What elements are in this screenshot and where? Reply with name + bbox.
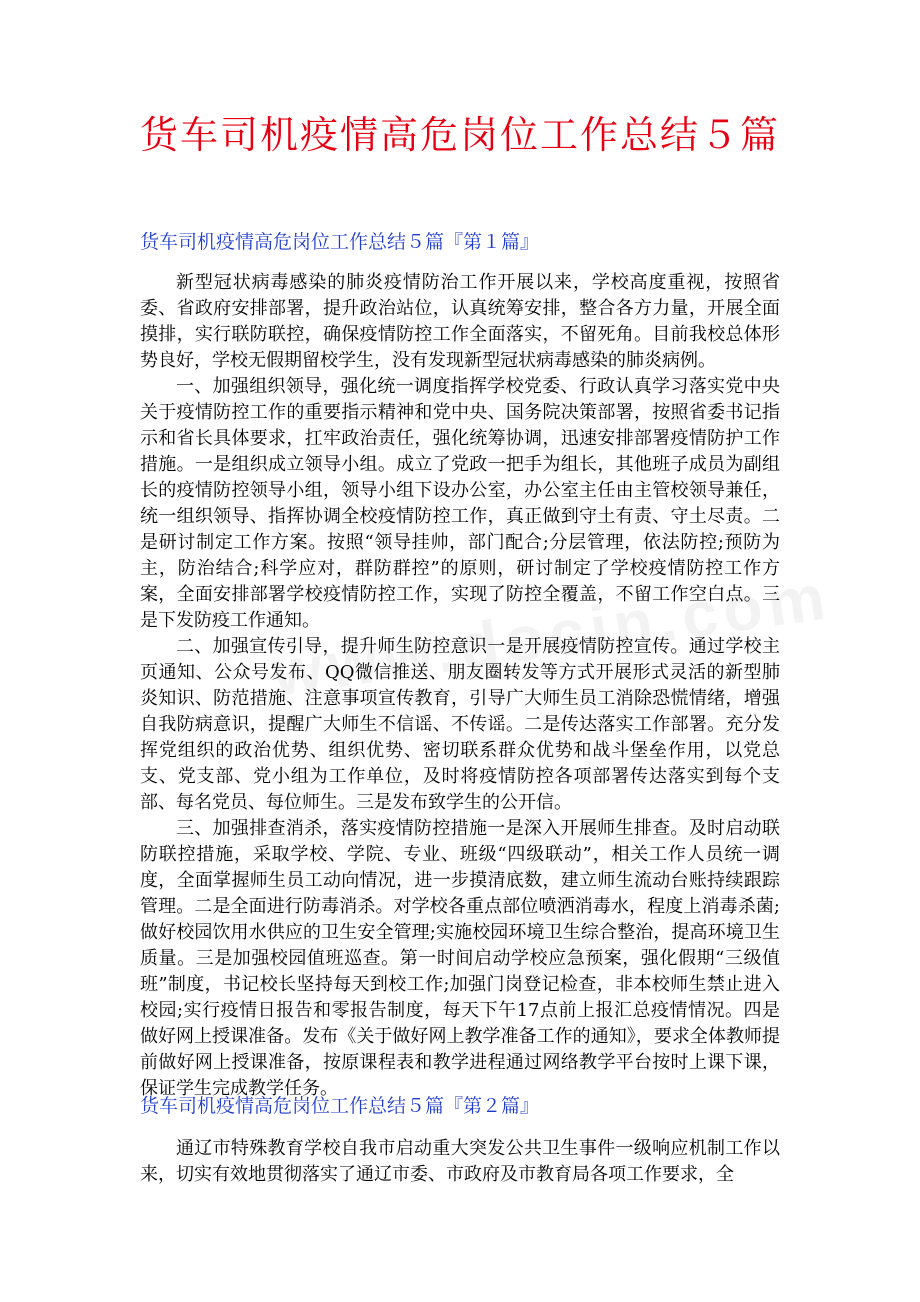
section-1-paragraph-2: 一、加强组织领导，强化统一调度指挥学校党委、行政认真学习落实党中央关于疫情防控工作的重要指示精神和党中央、国务院决策部署，按照省委书记指示和省长具体要求，扛牢政治责任，强化统筹协调，迅速安排部署疫情防护工作措施。一是组织成立领导小组。成立了党政一把手为组长，其他班子成员为副组长的疫情防控领导小组，领导小组下设办公室，办公室主任由主管校领导兼任，统一组织领导、指挥协调全校疫情防控工作，真正做到守土有责、守土尽责。二是研讨制定工作方案。按照“领导挂帅，部门配合;分层管理，依法防控;预防为主，防治结合;科学应对，群防群控”的原则，研讨制定了学校疫情防控工作方案，全面安排部署学校疫情防控工作，实现了防控全覆盖，不留工作空白点。三是下发防疫工作通知。 [140,376,780,631]
section-1-paragraph-3: 二、加强宣传引导，提升师生防控意识一是开展疫情防控宣传。通过学校主页通知、公众号发布、QQ微信推送、朋友圈转发等方式开展形式灵活的新型肺炎知识、防范措施、注意事项宣传教育，引导广大师生员工消除恐慌情绪，增强自我防病意识，提醒广大师生不信谣、不传谣。二是传达落实工作部署。充分发挥党组织的政治优势、组织优势、密切联系群众优势和战斗堡垒作用，以党总支、党支部、党小组为工作单位，及时将疫情防控各项部署传达落实到每个支部、每名党员、每位师生。三是发布致学生的公开信。 [140,636,780,813]
section-1-body [140,270,780,1102]
document-title: 货车司机疫情高危岗位工作总结５篇 [139,113,780,157]
section-2-paragraph-1: 通辽市特殊教育学校自我市启动重大突发公共卫生事件一级响应机制工作以来，切实有效地贯彻落实了通辽市委、市政府及市教育局各项工作要求，全 [140,1138,780,1185]
section-2-heading: 货车司机疫情高危岗位工作总结５篇『第２篇』 [140,1095,540,1117]
section-1-heading: 货车司机疫情高危岗位工作总结５篇『第１篇』 [140,231,540,253]
section-2-body [140,1136,780,1188]
section-1-paragraph-4: 三、加强排查消杀，落实疫情防控措施一是深入开展师生排查。及时启动联防联控措施，采取学校、学院、专业、班级“四级联动”，相关工作人员统一调度，全面掌握师生员工动向情况，进一步摸清底数，建立师生流动台账持续跟踪管理。二是全面进行防毒消杀。对学校各重点部位喷洒消毒水，程度上消毒杀菌;做好校园饮用水供应的卫生安全管理;实施校园环境卫生综合整治，提高环境卫生质量。三是加强校园值班巡查。第一时间启动学校应急预案，强化假期“三级值班”制度，书记校长坚持每天到校工作;加强门岗登记检查，非本校师生禁止进入校园;实行疫情日报告和零报告制度，每天下午17点前上报汇总疫情情况。四是做好网上授课准备。发布《关于做好网上教学准备工作的通知》，要求全体教师提前做好网上授课准备，按原课程表和教学进程通过网络教学平台按时上课下课，保证学生完成教学任务。 [140,818,780,1099]
section-1-paragraph-1: 新型冠状病毒感染的肺炎疫情防治工作开展以来，学校高度重视，按照省委、省政府安排部署，提升政治站位，认真统筹安排，整合各方力量，开展全面摸排，实行联防联控，确保疫情防控工作全面落实，不留死角。目前我校总体形势良好，学校无假期留校学生，没有发现新型冠状病毒感染的肺炎病例。 [140,272,780,371]
